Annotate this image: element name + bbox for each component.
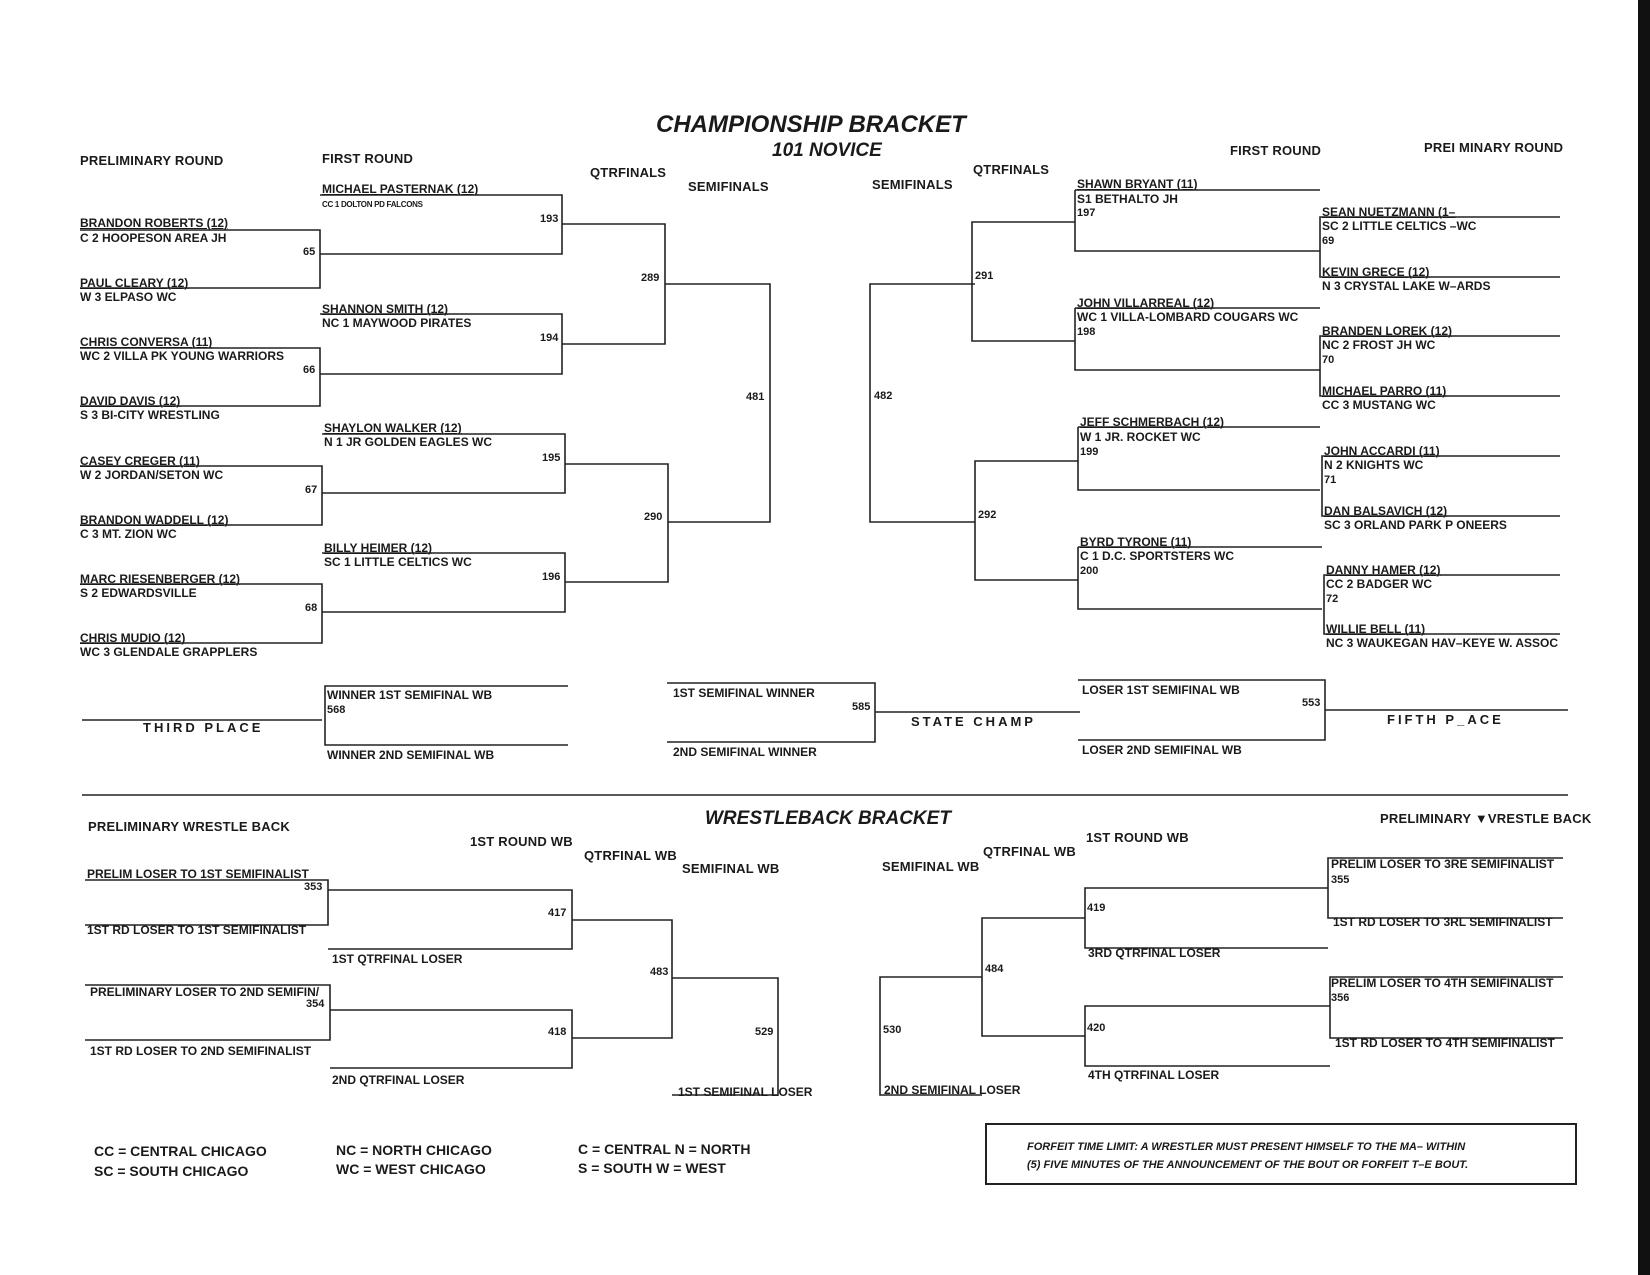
third-place-label: THIRD PLACE	[143, 720, 264, 735]
legend-item: S = SOUTH W = WEST	[578, 1160, 726, 1176]
wb-slot: 1ST QTRFINAL LOSER	[332, 952, 463, 966]
legend-item: CC = CENTRAL CHICAGO	[94, 1143, 267, 1159]
legend-item: SC = SOUTH CHICAGO	[94, 1163, 249, 1179]
header-prelim-right: PREI MINARY ROUND	[1424, 140, 1564, 155]
wrestler-club: W 2 JORDAN/SETON WC	[80, 468, 224, 482]
wrestler-name: BYRD TYRONE (11)	[1080, 535, 1192, 549]
wrestler-club: C 2 HOOPESON AREA JH	[80, 231, 227, 245]
wrestler-name: MICHAEL PASTERNAK (12)	[322, 182, 479, 196]
bout-number: 198	[1077, 326, 1096, 338]
wrestler-club: C 1 D.C. SPORTSTERS WC	[1080, 549, 1235, 563]
bout-number: 482	[874, 390, 893, 402]
wrestler-club: C 3 MT. ZION WC	[80, 527, 177, 541]
placement-lines	[82, 680, 1568, 745]
header-qtr-left: QTRFINALS	[590, 165, 667, 180]
wrestler-name: WILLIE BELL (11)	[1326, 622, 1426, 636]
wrestler-name: BRANDEN LOREK (12)	[1322, 324, 1453, 338]
wrestler-club: NC 3 WAUKEGAN HAV–KEYE W. ASSOC	[1326, 636, 1559, 650]
bout-number: 419	[1087, 902, 1106, 914]
bout-number: 356	[1331, 992, 1350, 1004]
bout-number: 585	[852, 701, 871, 713]
wrestler-club: WC 2 VILLA PK YOUNG WARRIORS	[80, 349, 285, 363]
bout-number: 195	[542, 452, 561, 464]
wb-slot: 4TH QTRFINAL LOSER	[1088, 1068, 1220, 1082]
page-subtitle: 101 NOVICE	[772, 140, 882, 161]
bout-number: 66	[303, 364, 316, 376]
wb-header-first-left: 1ST ROUND WB	[470, 834, 573, 849]
wrestler-club: WC 1 VILLA-LOMBARD COUGARS WC	[1077, 310, 1299, 324]
bout-number: 568	[327, 704, 346, 716]
wb-slot: 2ND SEMIFINAL LOSER	[884, 1083, 1021, 1097]
header-first-right: FIRST ROUND	[1230, 143, 1322, 158]
wrestler-club: N 2 KNIGHTS WC	[1324, 458, 1424, 472]
bout-number: 530	[883, 1024, 902, 1036]
legend-item: WC = WEST CHICAGO	[336, 1161, 486, 1177]
header-semi-left: SEMIFINALS	[688, 179, 769, 194]
bout-number: 200	[1080, 565, 1099, 577]
bout-number: 292	[978, 509, 997, 521]
header-qtr-right: QTRFINALS	[973, 162, 1050, 177]
wrestler-club: SC 3 ORLAND PARK P ONEERS	[1324, 518, 1507, 532]
wrestler-club: W 1 JR. ROCKET WC	[1080, 430, 1201, 444]
wb-header-semi-right: SEMIFINAL WB	[882, 859, 980, 874]
bout-number: 69	[1322, 235, 1335, 247]
champ-top: 1ST SEMIFINAL WINNER	[673, 686, 815, 700]
wrestler-club: SC 1 LITTLE CELTICS WC	[324, 555, 472, 569]
fifth-place-top: LOSER 1ST SEMIFINAL WB	[1082, 683, 1240, 697]
bout-number: 65	[303, 246, 316, 258]
forfeit-note	[985, 1123, 1577, 1185]
bout-number: 420	[1087, 1022, 1106, 1034]
wrestler-club: S1 BETHALTO JH	[1077, 192, 1178, 206]
wrestler-name: SHAWN BRYANT (11)	[1077, 177, 1198, 191]
champ-bottom: 2ND SEMIFINAL WINNER	[673, 745, 817, 759]
wrestler-name: DAN BALSAVICH (12)	[1324, 504, 1448, 518]
wrestler-club: CC 3 MUSTANG WC	[1322, 398, 1436, 412]
wrestler-name: CHRIS MUDIO (12)	[80, 631, 186, 645]
bout-number: 199	[1080, 446, 1099, 458]
wb-header-first-right: 1ST ROUND WB	[1086, 830, 1189, 845]
fifth-place-bottom: LOSER 2ND SEMIFINAL WB	[1082, 743, 1242, 757]
wb-slot: 1ST RD LOSER TO 4TH SEMIFINALIST	[1335, 1036, 1555, 1050]
wrestler-name: BRANDON ROBERTS (12)	[80, 216, 229, 230]
wrestler-club: CC 2 BADGER WC	[1326, 577, 1433, 591]
wb-slot: 1ST RD LOSER TO 2ND SEMIFINALIST	[90, 1044, 312, 1058]
bout-number: 70	[1322, 354, 1335, 366]
wb-slot: 2ND QTRFINAL LOSER	[332, 1073, 465, 1087]
bout-number: 71	[1324, 474, 1337, 486]
bout-number: 193	[540, 213, 559, 225]
wrestler-name: MICHAEL PARRO (11)	[1322, 384, 1447, 398]
legend-item: NC = NORTH CHICAGO	[336, 1142, 492, 1158]
third-place-bottom: WINNER 2ND SEMIFINAL WB	[327, 748, 495, 762]
wrestler-name: KEVIN GRECE (12)	[1322, 265, 1430, 279]
wrestler-club: W 3 ELPASO WC	[80, 290, 177, 304]
wb-header-prelim-left: PRELIMINARY WRESTLE BACK	[88, 819, 290, 834]
bout-number: 483	[650, 966, 669, 978]
wrestler-club: S 3 BI-CITY WRESTLING	[80, 408, 220, 422]
bout-number: 417	[548, 907, 567, 919]
fifth-place-label: FIFTH P_ACE	[1387, 712, 1504, 727]
wb-slot: PRELIM LOSER TO 4TH SEMIFINALIST	[1331, 976, 1554, 990]
wrestler-name: PAUL CLEARY (12)	[80, 276, 189, 290]
scan-edge	[1638, 0, 1650, 1275]
bout-number: 418	[548, 1026, 567, 1038]
wb-slot: PRELIM LOSER TO 1ST SEMIFINALIST	[87, 867, 309, 881]
wrestler-name: SEAN NUETZMANN (1–	[1322, 205, 1456, 219]
bout-number: 67	[305, 484, 318, 496]
wrestler-name: SHAYLON WALKER (12)	[324, 421, 462, 435]
wrestler-name: CHRIS CONVERSA (11)	[80, 335, 213, 349]
wrestler-name: DAVID DAVIS (12)	[80, 394, 181, 408]
wrestler-club: S 2 EDWARDSVILLE	[80, 586, 197, 600]
third-place-top: WINNER 1ST SEMIFINAL WB	[327, 688, 493, 702]
wrestler-club: N 3 CRYSTAL LAKE W–ARDS	[1322, 279, 1491, 293]
bout-number: 529	[755, 1026, 774, 1038]
bout-number: 289	[641, 272, 660, 284]
header-first-left: FIRST ROUND	[322, 151, 414, 166]
wrestler-club: NC 2 FROST JH WC	[1322, 338, 1436, 352]
bout-number: 553	[1302, 697, 1321, 709]
wrestleback-title: WRESTLEBACK BRACKET	[705, 808, 951, 829]
bout-number: 68	[305, 602, 318, 614]
bout-number: 196	[542, 571, 561, 583]
wrestler-club: N 1 JR GOLDEN EAGLES WC	[324, 435, 493, 449]
state-champ-label: STATE CHAMP	[911, 714, 1036, 729]
wb-slot: 3RD QTRFINAL LOSER	[1088, 946, 1221, 960]
wb-slot: 1ST RD LOSER TO 3RL SEMIFINALIST	[1333, 915, 1553, 929]
header-prelim-left: PRELIMINARY ROUND	[80, 153, 224, 168]
bout-number: 197	[1077, 207, 1096, 219]
left-semi-line	[665, 284, 770, 522]
header-semi-right: SEMIFINALS	[872, 177, 953, 192]
bout-number: 354	[306, 998, 325, 1010]
wrestler-name: MARC RIESENBERGER (12)	[80, 572, 241, 586]
wb-header-semi-left: SEMIFINAL WB	[682, 861, 780, 876]
wrestler-name: JOHN VILLARREAL (12)	[1077, 296, 1215, 310]
wrestler-name: BRANDON WADDELL (12)	[80, 513, 229, 527]
wb-slot: 1ST SEMIFINAL LOSER	[678, 1085, 813, 1099]
wb-slot: PRELIM LOSER TO 3RE SEMIFINALIST	[1331, 857, 1555, 871]
wrestler-name: CASEY CREGER (11)	[80, 454, 200, 468]
legend-item: C = CENTRAL N = NORTH	[578, 1141, 751, 1157]
bout-number: 290	[644, 511, 663, 523]
wb-header-prelim-right: PRELIMINARY ▼VRESTLE BACK	[1380, 811, 1592, 826]
bout-number: 481	[746, 391, 765, 403]
wb-header-qtr-right: QTRFINAL WB	[983, 844, 1076, 859]
bout-number: 355	[1331, 874, 1350, 886]
wb-slot: PRELIMINARY LOSER TO 2ND SEMIFIN/	[90, 985, 320, 999]
wrestler-name: DANNY HAMER (12)	[1326, 563, 1441, 577]
bout-number: 72	[1326, 593, 1339, 605]
bout-number: 194	[540, 332, 559, 344]
right-semi-line	[870, 284, 975, 522]
wrestler-club: CC 1 DOLTON PD FALCONS	[322, 200, 423, 209]
forfeit-note-line: FORFEIT TIME LIMIT: A WRESTLER MUST PRESENT HIMSELF TO THE MA– WITHIN	[1027, 1141, 1466, 1153]
wrestler-name: SHANNON SMITH (12)	[322, 302, 449, 316]
wrestler-club: SC 2 LITTLE CELTICS –WC	[1322, 219, 1477, 233]
forfeit-note-line: (5) FIVE MINUTES OF THE ANNOUNCEMENT OF THE BOUT OR FORFEIT T–E BOUT.	[1027, 1159, 1469, 1171]
bout-number: 484	[985, 963, 1004, 975]
wb-header-qtr-left: QTRFINAL WB	[584, 848, 677, 863]
wrestler-name: JOHN ACCARDI (11)	[1324, 444, 1440, 458]
page-title: CHAMPIONSHIP BRACKET	[656, 111, 966, 138]
bout-number: 291	[975, 270, 994, 282]
wrestler-name: JEFF SCHMERBACH (12)	[1080, 415, 1225, 429]
wb-slot: 1ST RD LOSER TO 1ST SEMIFINALIST	[87, 923, 307, 937]
wrestler-club: WC 3 GLENDALE GRAPPLERS	[80, 645, 258, 659]
wrestler-name: BILLY HEIMER (12)	[324, 541, 433, 555]
bout-number: 353	[304, 881, 323, 893]
wrestler-club: NC 1 MAYWOOD PIRATES	[322, 316, 472, 330]
